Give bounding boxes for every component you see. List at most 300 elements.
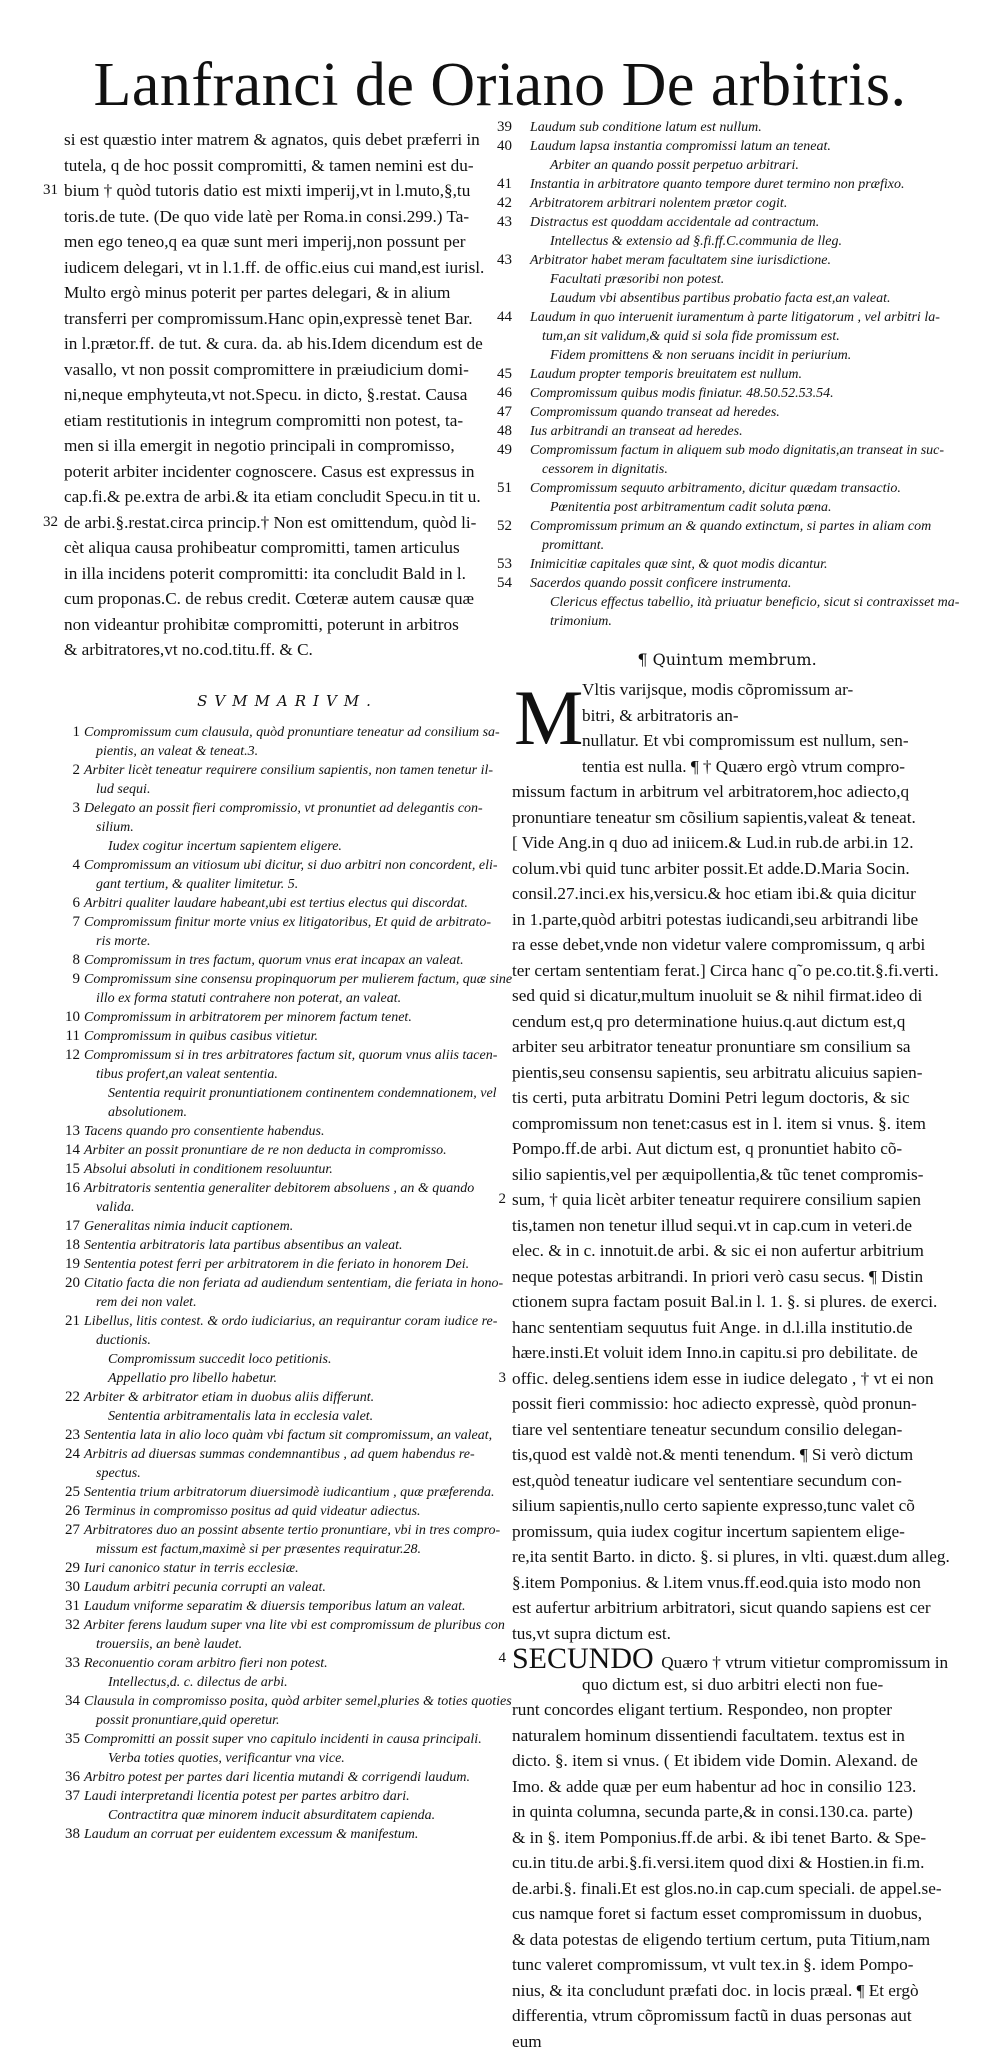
text-line [512, 1748, 942, 1774]
text-line [512, 1544, 942, 1570]
summary-entry [64, 1236, 511, 1255]
text-line [512, 1774, 942, 1800]
text-line [512, 1927, 942, 1953]
line-text: quo dictum est, si duo arbitri electi non fue- [582, 1675, 883, 1694]
text-line [512, 1442, 942, 1468]
summary-line: Laudum an corruat per euidentem excessum & manifestum. [84, 1825, 511, 1844]
summary-line: Laudum arbitri pecunia corrupti an valeat. [84, 1578, 511, 1597]
text-line [64, 357, 511, 383]
margin-number: 32 [34, 510, 58, 536]
summary-entry [64, 761, 511, 799]
line-text: Imo. & adde quæ per eum habentur ad hoc in consilio 123. [512, 1777, 916, 1796]
summary-number: 14 [54, 1141, 80, 1160]
summary-entry [64, 1578, 511, 1597]
right-prose-block [512, 779, 942, 2054]
summary-number: 38 [54, 1825, 80, 1844]
summary-number: 43 [486, 213, 512, 232]
summary-subentry: Contractitra quæ minorem inducit absurditatem capienda. [64, 1806, 511, 1825]
summary-line: Sententia arbitratoris lata partibus absentibus an valeat. [84, 1236, 511, 1255]
summary-entry [512, 137, 942, 156]
summary-line: pientis, an valeat & teneat.3. [84, 742, 511, 761]
summary-line: Arbitratoris sententia generaliter debitorem absoluens , an & quando [84, 1179, 511, 1198]
text-line: Vltis varijsque, modis cõpromissum ar- [512, 677, 942, 703]
summary-entry [512, 251, 942, 270]
summary-line: illo ex forma statuti contrahere non poterat, an valeat. [84, 989, 511, 1008]
summary-subentry: Fidem promittens & non seruans incidit in periurium. [512, 346, 942, 365]
text-line [64, 331, 511, 357]
summary-line: Compromissum si in tres arbitratores factum sit, quorum vnus aliis tacen- [84, 1046, 511, 1065]
line-text: tis certi, puta arbitratu Domini Petri legum doctoris, & sic [512, 1088, 910, 1107]
summary-line: Terminus in compromisso positus ad quid videatur adiectus. [84, 1502, 511, 1521]
summary-entry [512, 118, 942, 137]
summary-number: 40 [486, 137, 512, 156]
summary-line: promittant. [530, 536, 942, 555]
summary-line: rem dei non valet. [84, 1293, 511, 1312]
summary-number: 30 [54, 1578, 80, 1597]
line-text: in 1.parte,quòd arbitri potestas iudicandi,seu arbitrandi libe [512, 910, 918, 929]
line-text: cus namque foret si factum esset compromissum in duobus, [512, 1904, 922, 1923]
summary-line: Laudum propter temporis breuitatem est nullum. [530, 365, 942, 384]
summary-number: 18 [54, 1236, 80, 1255]
summary-entry [64, 1597, 511, 1616]
summary-line: Libellus, litis contest. & ordo iudiciarius, an requirantur coram iudice re- [84, 1312, 511, 1331]
summary-number: 34 [54, 1692, 80, 1711]
text-line: bitri, & arbitratoris an- [512, 703, 942, 729]
line-text: Multo ergò minus poterit per partes delegari, & in alium [64, 283, 450, 302]
line-text: de arbi.§.restat.circa princip.† Non est omittendum, quòd li- [64, 513, 476, 532]
summary-number: 6 [54, 894, 80, 913]
summary-number: 32 [54, 1616, 80, 1635]
line-text: & in §. item Pomponius.ff.de arbi. & ibi tenet Barto. & Spe- [512, 1828, 926, 1847]
line-text: cendum est,q pro determinatione huius.q.aut dictum est,q [512, 1012, 905, 1031]
summary-subentry: Intellectus & extensio ad §.fi.ff.C.communia de lleg. [512, 232, 942, 251]
text-line [512, 1340, 942, 1366]
summary-line: Arbiter ferens laudum super vna lite vbi est compromissum de pluribus con [84, 1616, 511, 1635]
summary-line: Arbitri qualiter laudare habeant,ubi est tertius electus qui discordat. [84, 894, 511, 913]
line-text: men ego teneo,q ea quæ sunt meri imperij,non possunt per [64, 232, 465, 251]
text-line [64, 153, 511, 179]
text-line [512, 1723, 942, 1749]
summary-entry [64, 1179, 511, 1217]
summary-entry [64, 1654, 511, 1673]
summary-line: tibus profert,an valeat sententia. [84, 1065, 511, 1084]
summary-line: gant tertium, & qualiter limitetur. 5. [84, 875, 511, 894]
summary-line: Distractus est quoddam accidentale ad contractum. [530, 213, 942, 232]
text-line [512, 1366, 942, 1392]
summary-number: 1 [54, 723, 80, 742]
summary-entry [64, 1502, 511, 1521]
summary-entry [512, 517, 942, 555]
summary-number: 45 [486, 365, 512, 384]
summary-entry [64, 723, 511, 761]
summary-line: ris morte. [84, 932, 511, 951]
text-line [64, 382, 511, 408]
line-text: ra esse debet,vnde non videtur valere compromissum, q arbi [512, 935, 925, 954]
summary-line: Arbitratores duo an possint absente tertio pronuntiare, vbi in tres compro- [84, 1521, 511, 1540]
summary-line: Iuri canonico statur in terris ecclesiæ. [84, 1559, 511, 1578]
summary-entry [512, 194, 942, 213]
summary-number: 52 [486, 517, 512, 536]
text-line [512, 2029, 942, 2054]
summary-entry [512, 422, 942, 441]
summary-number: 11 [54, 1027, 80, 1046]
summary-line: Generalitas nimia inducit captionem. [84, 1217, 511, 1236]
summary-number: 13 [54, 1122, 80, 1141]
summary-entry [512, 479, 942, 498]
summary-line: trouersiis, an benè laudet. [84, 1635, 511, 1654]
summary-number: 51 [486, 479, 512, 498]
line-text: pronuntiare teneatur sm cõsilium sapientis,valeat & teneat. [512, 808, 916, 827]
summary-entry [512, 403, 942, 422]
line-text: §.item Pomponius. & l.item vnus.ff.eod.quia isto modo non [512, 1573, 921, 1592]
text-line [512, 1136, 942, 1162]
summary-entry [64, 1692, 511, 1730]
summary-line: Laudum vniforme separatim & diuersis temporibus latum an valeat. [84, 1597, 511, 1616]
text-line [64, 255, 511, 281]
text-line [64, 229, 511, 255]
summary-subentry: Sententia arbitramentalis lata in ecclesia valet. [64, 1407, 511, 1426]
summary-line: Compromissum sequuto arbitramento, dicitur quædam transactio. [530, 479, 942, 498]
summary-line: Laudi interpretandi licentia potest per partes arbitro dari. [84, 1787, 511, 1806]
summary-entry [64, 856, 511, 894]
text-line [64, 586, 511, 612]
text-line [512, 1697, 942, 1723]
line-text: cu.in titu.de arbi.§.fi.versi.item quod dixi & Hostien.in fi.m. [512, 1853, 924, 1872]
opening-paragraph [512, 677, 942, 779]
summary-entry [64, 1483, 511, 1502]
summary-number: 44 [486, 308, 512, 327]
summary-entry [64, 1027, 511, 1046]
line-text: est aufertur arbitrium arbitratori, sicut quando sapiens est cer [512, 1598, 931, 1617]
summary-entry [512, 384, 942, 403]
summary-number: 35 [54, 1730, 80, 1749]
summary-line: lud sequi. [84, 780, 511, 799]
text-line [512, 779, 942, 805]
summary-entry [64, 1445, 511, 1483]
line-text: silio sapientis,vel per æquipollentia,& tũc tenet compromis- [512, 1165, 923, 1184]
text-line [512, 1162, 942, 1188]
summary-number: 2 [54, 761, 80, 780]
summary-line: Sententia trium arbitratorum diuersimodè iudicantium , quæ præferenda. [84, 1483, 511, 1502]
line-text: colum.vbi quid tunc arbiter possit.Et adde.D.Maria Socin. [512, 859, 910, 878]
summary-number: 7 [54, 913, 80, 932]
text-line [512, 881, 942, 907]
text-line [512, 1009, 942, 1035]
summary-line: Compromissum in quibus casibus vitietur. [84, 1027, 511, 1046]
summary-number: 22 [54, 1388, 80, 1407]
line-text: etiam restitutionis in integrum compromitti non potest, ta- [64, 411, 463, 430]
text-line [64, 433, 511, 459]
summary-line: Compromissum an vitiosum ubi dicitur, si duo arbitri non concordent, eli- [84, 856, 511, 875]
summary-entry [64, 1255, 511, 1274]
text-line [512, 1646, 942, 1672]
summary-number: 26 [54, 1502, 80, 1521]
text-line [512, 830, 942, 856]
text-line [512, 1085, 942, 1111]
summary-entry [512, 365, 942, 384]
summary-number: 39 [486, 118, 512, 137]
summary-line: possit pronuntiare,quid operetur. [84, 1711, 511, 1730]
line-text: & data potestas de eligendo tertium certum, puta Titium,nam [512, 1930, 930, 1949]
line-text: tunc valeret compromissum, vt vult tex.in §. idem Pompo- [512, 1955, 913, 1974]
line-text: re,ita sentit Barto. in dicto. §. si plures, in vlti. quæst.dum alleg. [512, 1547, 950, 1566]
summary-entry [64, 1388, 511, 1407]
line-text: ni,neque emphyteuta,vt not.Specu. in dicto, §.restat. Causa [64, 385, 467, 404]
text-line [512, 1238, 942, 1264]
summary-entry [512, 213, 942, 232]
text-line [512, 1315, 942, 1341]
drop-cap: M [514, 683, 583, 753]
summary-entry [64, 1787, 511, 1806]
line-text: eum [512, 2032, 542, 2051]
summary-line: Compromissum primum an & quando extinctum, si partes in aliam com [530, 517, 942, 536]
text-line [64, 127, 511, 153]
line-text: neque potestas arbitrandi. In priori verò casu secus. ¶ Distin [512, 1267, 923, 1286]
line-text: si est quæstio inter matrem & agnatos, quis debet præferri in [64, 130, 480, 149]
summary-line: Instantia in arbitratore quanto tempore duret termino non præfixo. [530, 175, 942, 194]
summary-number: 8 [54, 951, 80, 970]
line-text: possit fieri commissio: hoc adiecto expressè, quòd pronun- [512, 1394, 917, 1413]
summary-line: Absolui absoluti in conditionem resoluuntur. [84, 1160, 511, 1179]
line-text: cap.fi.& pe.extra de arbi.& ita etiam concludit Specu.in tit u. [64, 487, 481, 506]
text-line [512, 907, 942, 933]
line-text: tis,tamen non tenetur illud sequi.vt in cap.cum in veteri.de [512, 1216, 912, 1235]
line-text: iudicem delegari, vt in l.1.ff. de offic.eius cui mand,est iurisl. [64, 258, 484, 277]
line-text: ter certam sententiam ferat.] Circa hanc q˜o pe.co.tit.§.fi.verti. [512, 961, 939, 980]
line-text: compromissum non tenet:casus est in l. item si vnus. §. item [512, 1114, 926, 1133]
line-text: differentia, vtrum cõpromissum factũ in duas personas aut [512, 2006, 912, 2025]
line-text: cum proponas.C. de rebus credit. Cœteræ autem causæ quæ [64, 589, 474, 608]
summary-number: 41 [486, 175, 512, 194]
left-column [64, 127, 511, 1844]
line-text: men si illa emergit in negotio principali in compromisso, [64, 436, 455, 455]
line-text: in illa incidens poterit compromitti: ita concludit Bald in l. [64, 564, 466, 583]
summary-list-continued [512, 118, 942, 631]
margin-number: 3 [482, 1366, 506, 1392]
summary-entry [512, 574, 942, 593]
summary-entry [64, 1730, 511, 1749]
summary-number: 27 [54, 1521, 80, 1540]
summary-entry [512, 308, 942, 346]
summary-line: Compromissum sine consensu propinquorum per mulierem factum, quæ sine [84, 970, 511, 989]
line-text: promissum, quia iudex cogitur incertum sapientem elige- [512, 1522, 905, 1541]
summary-line: ductionis. [84, 1331, 511, 1350]
text-line [512, 1060, 942, 1086]
section-heading: ¶ Quintum membrum. [512, 643, 942, 677]
summary-line: Compromitti an possit super vno capitulo incidenti in causa principali. [84, 1730, 511, 1749]
margin-number: 4 [482, 1646, 506, 1672]
summary-subentry: Verba toties quoties, verificantur vna vice. [64, 1749, 511, 1768]
text-line [512, 1876, 942, 1902]
summary-entry [64, 1046, 511, 1084]
text-line [512, 1264, 942, 1290]
summary-line: Compromissum in arbitratorem per minorem factum tenet. [84, 1008, 511, 1027]
summary-line: Reconuentio coram arbitro fieri non potest. [84, 1654, 511, 1673]
summary-list [64, 723, 511, 1844]
summary-subentry: absolutionem. [64, 1103, 511, 1122]
summary-line: Clausula in compromisso posita, quòd arbiter semel,pluries & toties quoties [84, 1692, 511, 1711]
summary-line: Ius arbitrandi an transeat ad heredes. [530, 422, 942, 441]
summary-number: 49 [486, 441, 512, 460]
line-text: tutela, q de hoc possit compromitti, & tamen nemini est du- [64, 156, 474, 175]
summary-line: tum,an sit validum,& quid si sola fide promissum est. [530, 327, 942, 346]
large-initial-word: SECUNDO [512, 1642, 661, 1675]
summary-number: 43 [486, 251, 512, 270]
text-line [64, 637, 511, 663]
text-line [512, 1034, 942, 1060]
summary-number: 17 [54, 1217, 80, 1236]
line-text: consil.27.inci.ex his,versicu.& hoc etiam ibi.& quia dicitur [512, 884, 916, 903]
summary-line: silium. [84, 818, 511, 837]
summary-subentry: Pœnitentia post arbitramentum cadit soluta pœna. [512, 498, 942, 517]
line-text: elec. & in c. innotuit.de arbi. & sic ei non aufertur arbitrium [512, 1241, 924, 1260]
summary-number: 12 [54, 1046, 80, 1065]
summary-line: Compromissum in tres factum, quorum vnus erat incapax an valeat. [84, 951, 511, 970]
summary-number: 31 [54, 1597, 80, 1616]
text-line [512, 1468, 942, 1494]
text-line [512, 1187, 942, 1213]
summary-line: Arbiter & arbitrator etiam in duobus aliis differunt. [84, 1388, 511, 1407]
text-line [512, 932, 942, 958]
summary-number: 24 [54, 1445, 80, 1464]
summary-line: Compromissum cum clausula, quòd pronuntiare teneatur ad consilium sa- [84, 723, 511, 742]
text-line [512, 1493, 942, 1519]
summary-line: Arbitrator habet meram facultatem sine iurisdictione. [530, 251, 942, 270]
summary-number: 19 [54, 1255, 80, 1274]
text-line [512, 1952, 942, 1978]
text-line [512, 1901, 942, 1927]
margin-number: 31 [34, 178, 58, 204]
summary-number: 29 [54, 1559, 80, 1578]
summary-number: 16 [54, 1179, 80, 1198]
summary-entry [64, 894, 511, 913]
summary-line: spectus. [84, 1464, 511, 1483]
summary-number: 10 [54, 1008, 80, 1027]
summary-number: 23 [54, 1426, 80, 1445]
line-text: tis,quod est valdè not.& menti tenendum. ¶ Si verò dictum [512, 1445, 913, 1464]
summary-entry [64, 1160, 511, 1179]
text-line [64, 204, 511, 230]
summary-entry [64, 1616, 511, 1654]
line-text: runt concordes eligant tertium. Respondeo, non propter [512, 1700, 892, 1719]
summary-entry [64, 1141, 511, 1160]
text-line [512, 2003, 942, 2029]
summary-number: 20 [54, 1274, 80, 1293]
summary-subentry: Appellatio pro libello habetur. [64, 1369, 511, 1388]
line-text: transferri per compromissum.Hanc opin,expressè tenet Bar. [64, 309, 473, 328]
summary-number: 48 [486, 422, 512, 441]
line-text: cèt aliqua causa prohibeatur compromitti, tamen articulus [64, 538, 460, 557]
summary-number: 42 [486, 194, 512, 213]
summary-line: Compromissum factum in aliquem sub modo dignitatis,an transeat in suc- [530, 441, 942, 460]
summary-line: Arbitratorem arbitrari nolentem prætor cogit. [530, 194, 942, 213]
text-line [512, 1595, 942, 1621]
line-text: & arbitratores,vt no.cod.titu.ff. & C. [64, 640, 313, 659]
summary-subentry: Clericus effectus tabellio, ità priuatur beneficio, sicut si contraxisset ma- [512, 593, 942, 612]
summary-subentry: Sententia requirit pronuntiationem continentem condemnationem, vel [64, 1084, 511, 1103]
summary-number: 37 [54, 1787, 80, 1806]
summary-entry [64, 1426, 511, 1445]
text-line [512, 1799, 942, 1825]
line-text: offic. deleg.sentiens idem esse in iudice delegato , † vt ei non [512, 1369, 934, 1388]
line-text: de.arbi.§. finali.Et est glos.no.in cap.cum speciali. de appel.se- [512, 1879, 942, 1898]
summary-entry [64, 1217, 511, 1236]
line-text: arbiter seu arbitrator teneatur pronuntiare sm consilium sa [512, 1037, 911, 1056]
summary-number: 36 [54, 1768, 80, 1787]
summary-entry [64, 1559, 511, 1578]
summary-entry [512, 441, 942, 479]
summary-subentry: Intellectus,d. c. dilectus de arbi. [64, 1673, 511, 1692]
summary-line: Arbiter an possit pronuntiare de re non deducta in compromisso. [84, 1141, 511, 1160]
line-text: non videantur prohibitæ compromitti, poterunt in arbitros [64, 615, 459, 634]
summary-entry [64, 799, 511, 837]
text-line [512, 1111, 942, 1137]
line-text: silium sapientis,nullo certo sapiente expresso,tunc valet cõ [512, 1496, 915, 1515]
summary-line: valida. [84, 1198, 511, 1217]
summary-line: Compromissum finitur morte vnius ex litigatoribus, Et quid de arbitrato- [84, 913, 511, 932]
summary-entry [64, 913, 511, 951]
summary-line: Sententia potest ferri per arbitratorem in die feriato in honorem Dei. [84, 1255, 511, 1274]
text-line [512, 1289, 942, 1315]
text-line [512, 1391, 942, 1417]
summary-line: Delegato an possit fieri compromissio, vt pronuntiet ad delegantis con- [84, 799, 511, 818]
line-text: bium † quòd tutoris datio est mixti imperij,vt in l.muto,§,tu [64, 181, 470, 200]
summary-subentry: trimonium. [512, 612, 942, 631]
summary-entry [512, 555, 942, 574]
text-line [512, 1519, 942, 1545]
text-line [512, 805, 942, 831]
text-line: nullatur. Et vbi compromissum est nullum, sen- [512, 728, 942, 754]
summary-line: Compromissum quibus modis finiatur. 48.50.52.53.54. [530, 384, 942, 403]
line-text: vasallo, vt non possit compromittere in præiudicium domi- [64, 360, 469, 379]
text-line: tentia est nulla. ¶ † Quæro ergò vtrum compro- [512, 754, 942, 780]
summary-entry [64, 1274, 511, 1312]
summary-subentry: Compromissum succedit loco petitionis. [64, 1350, 511, 1369]
left-prose-block [64, 127, 511, 663]
summary-subentry: Facultati præsoribi non potest. [512, 270, 942, 289]
summary-subentry: Laudum vbi absentibus partibus probatio facta est,an valeat. [512, 289, 942, 308]
line-text: naturalem hominum dissentiendi facultatem. textus est in [512, 1726, 905, 1745]
summary-number: 21 [54, 1312, 80, 1331]
summary-line: missum est factum,maximè si per præsentes requiratur.28. [84, 1540, 511, 1559]
summary-line: Compromissum quando transeat ad heredes. [530, 403, 942, 422]
summary-line: Arbiter licèt teneatur requirere consilium sapientis, non tamen tenetur il- [84, 761, 511, 780]
summary-number: 15 [54, 1160, 80, 1179]
summary-line: Laudum in quo interuenit iuramentum à parte litigatorum , vel arbitri la- [530, 308, 942, 327]
line-text: nius, & ita concludunt præfati doc. in locis præal. ¶ Et ergò [512, 1981, 919, 2000]
text-line [64, 612, 511, 638]
line-text: tus,vt supra dictum est. [512, 1624, 671, 1643]
summary-line: Citatio facta die non feriata ad audiendum sententiam, die feriata in hono- [84, 1274, 511, 1293]
line-text: toris.de tute. (De quo vide latè per Roma.in consi.299.) Ta- [64, 207, 469, 226]
line-text: ctionem supra factam posuit Bal.in l. 1. §. si plures. de exerci. [512, 1292, 937, 1311]
line-text: missum factum in arbitrum vel arbitratorem,hoc adiecto,q [512, 782, 909, 801]
summary-entry [64, 1312, 511, 1350]
text-line [512, 1417, 942, 1443]
summary-line: cessorem in dignitatis. [530, 460, 942, 479]
summary-line: Arbitro potest per partes dari licentia mutandi & corrigendi laudum. [84, 1768, 511, 1787]
line-text: poterit arbiter incidenter cognoscere. Casus est expressus in [64, 462, 474, 481]
text-line [512, 983, 942, 1009]
line-text: sed quid si dicatur,multum inuoluit se & nihil firmat.ideo di [512, 986, 922, 1005]
text-line [64, 535, 511, 561]
line-text: est,quòd teneatur iudicare vel sententiare secundum con- [512, 1471, 902, 1490]
summary-entry [512, 175, 942, 194]
summary-entry [64, 951, 511, 970]
summary-line: Sacerdos quando possit conficere instrumenta. [530, 574, 942, 593]
summary-line: Laudum sub conditione latum est nullum. [530, 118, 942, 137]
summary-number: 46 [486, 384, 512, 403]
